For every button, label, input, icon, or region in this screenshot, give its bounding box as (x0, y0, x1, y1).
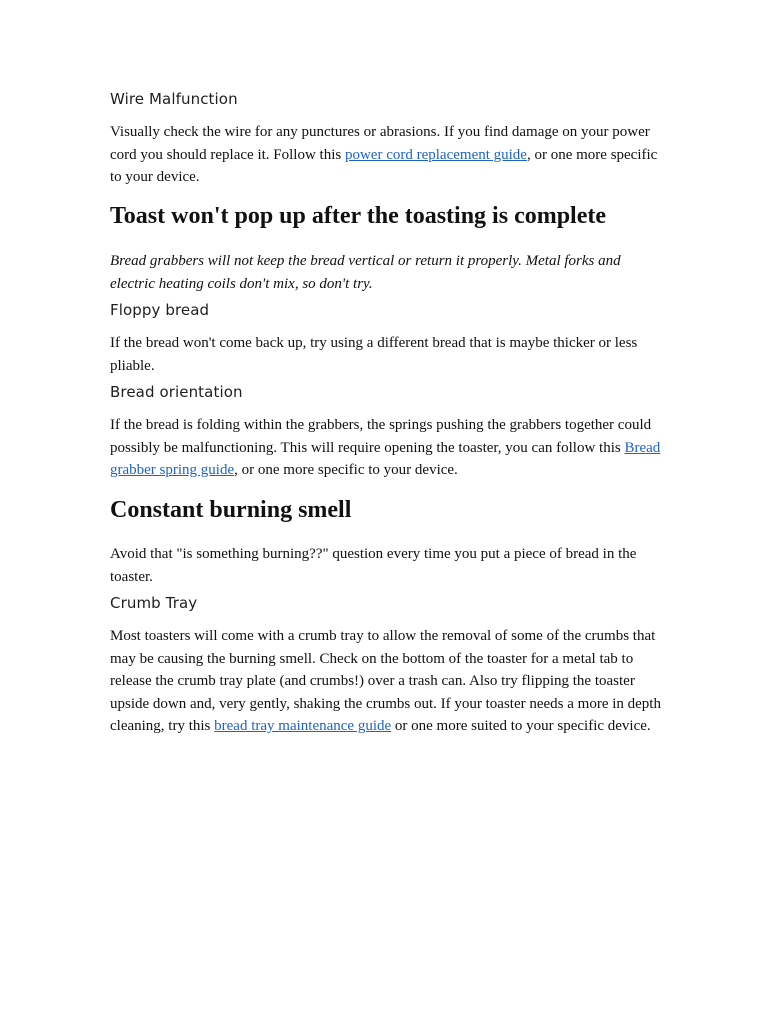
crumb-tray-paragraph (110, 625, 662, 738)
floppy-bread-heading: Floppy bread (110, 301, 210, 319)
power-cord-replacement-guide-link[interactable]: power cord replacement guide (344, 146, 527, 163)
burning-smell-heading: Constant burning smell (110, 497, 352, 523)
bread-orientation-paragraph (110, 414, 662, 482)
paragraph-text: If the bread is folding within the grabbers, the springs pushing the grabbers together could possibly be malfunctioning. This will require opening the toaster, you can follow this (110, 417, 652, 456)
toast-popup-heading: Toast won't pop up after the toasting is complete (110, 203, 607, 229)
bread-grabber-spring-guide-link[interactable]: Bread grabber spring guide (110, 439, 661, 479)
toast-popup-intro: Bread grabbers will not keep the bread vertical or return it properly. Metal forks and electric heating coils don't mix, so don't try. (110, 253, 621, 292)
floppy-bread-paragraph: If the bread won't come back up, try using a different bread that is maybe thicker or less pliable. (110, 335, 638, 374)
crumb-tray-heading: Crumb Tray (110, 594, 198, 612)
paragraph-text: , or one more specific to your device. (234, 462, 458, 479)
wire-malfunction-paragraph (110, 121, 662, 189)
paragraph-text: Most toasters will come with a crumb tray to allow the removal of some of the crumbs that may be causing the burning smell. Check on the bottom of the toaster for a metal tab to release the crumb tray plate (and crumbs!) over a trash can. Also try flipping the toaster upside down and, very gently, shaking the crumbs out. If your toaster needs a more in depth cleaning, try this (110, 628, 661, 735)
wire-malfunction-heading: Wire Malfunction (110, 90, 238, 108)
bread-orientation-heading: Bread orientation (110, 383, 243, 401)
bread-tray-maintenance-guide-link[interactable]: bread tray maintenance guide (214, 718, 392, 735)
paragraph-text: Visually check the wire for any punctures or abrasions. If you find damage on your power cord you should replace it. Follow this (110, 124, 650, 163)
paragraph-text: or one more suited to your specific device. (391, 718, 651, 735)
burning-smell-intro: Avoid that "is something burning??" question every time you put a piece of bread in the toaster. (110, 546, 637, 585)
paragraph-text: , or one more specific to your device. (110, 146, 658, 186)
